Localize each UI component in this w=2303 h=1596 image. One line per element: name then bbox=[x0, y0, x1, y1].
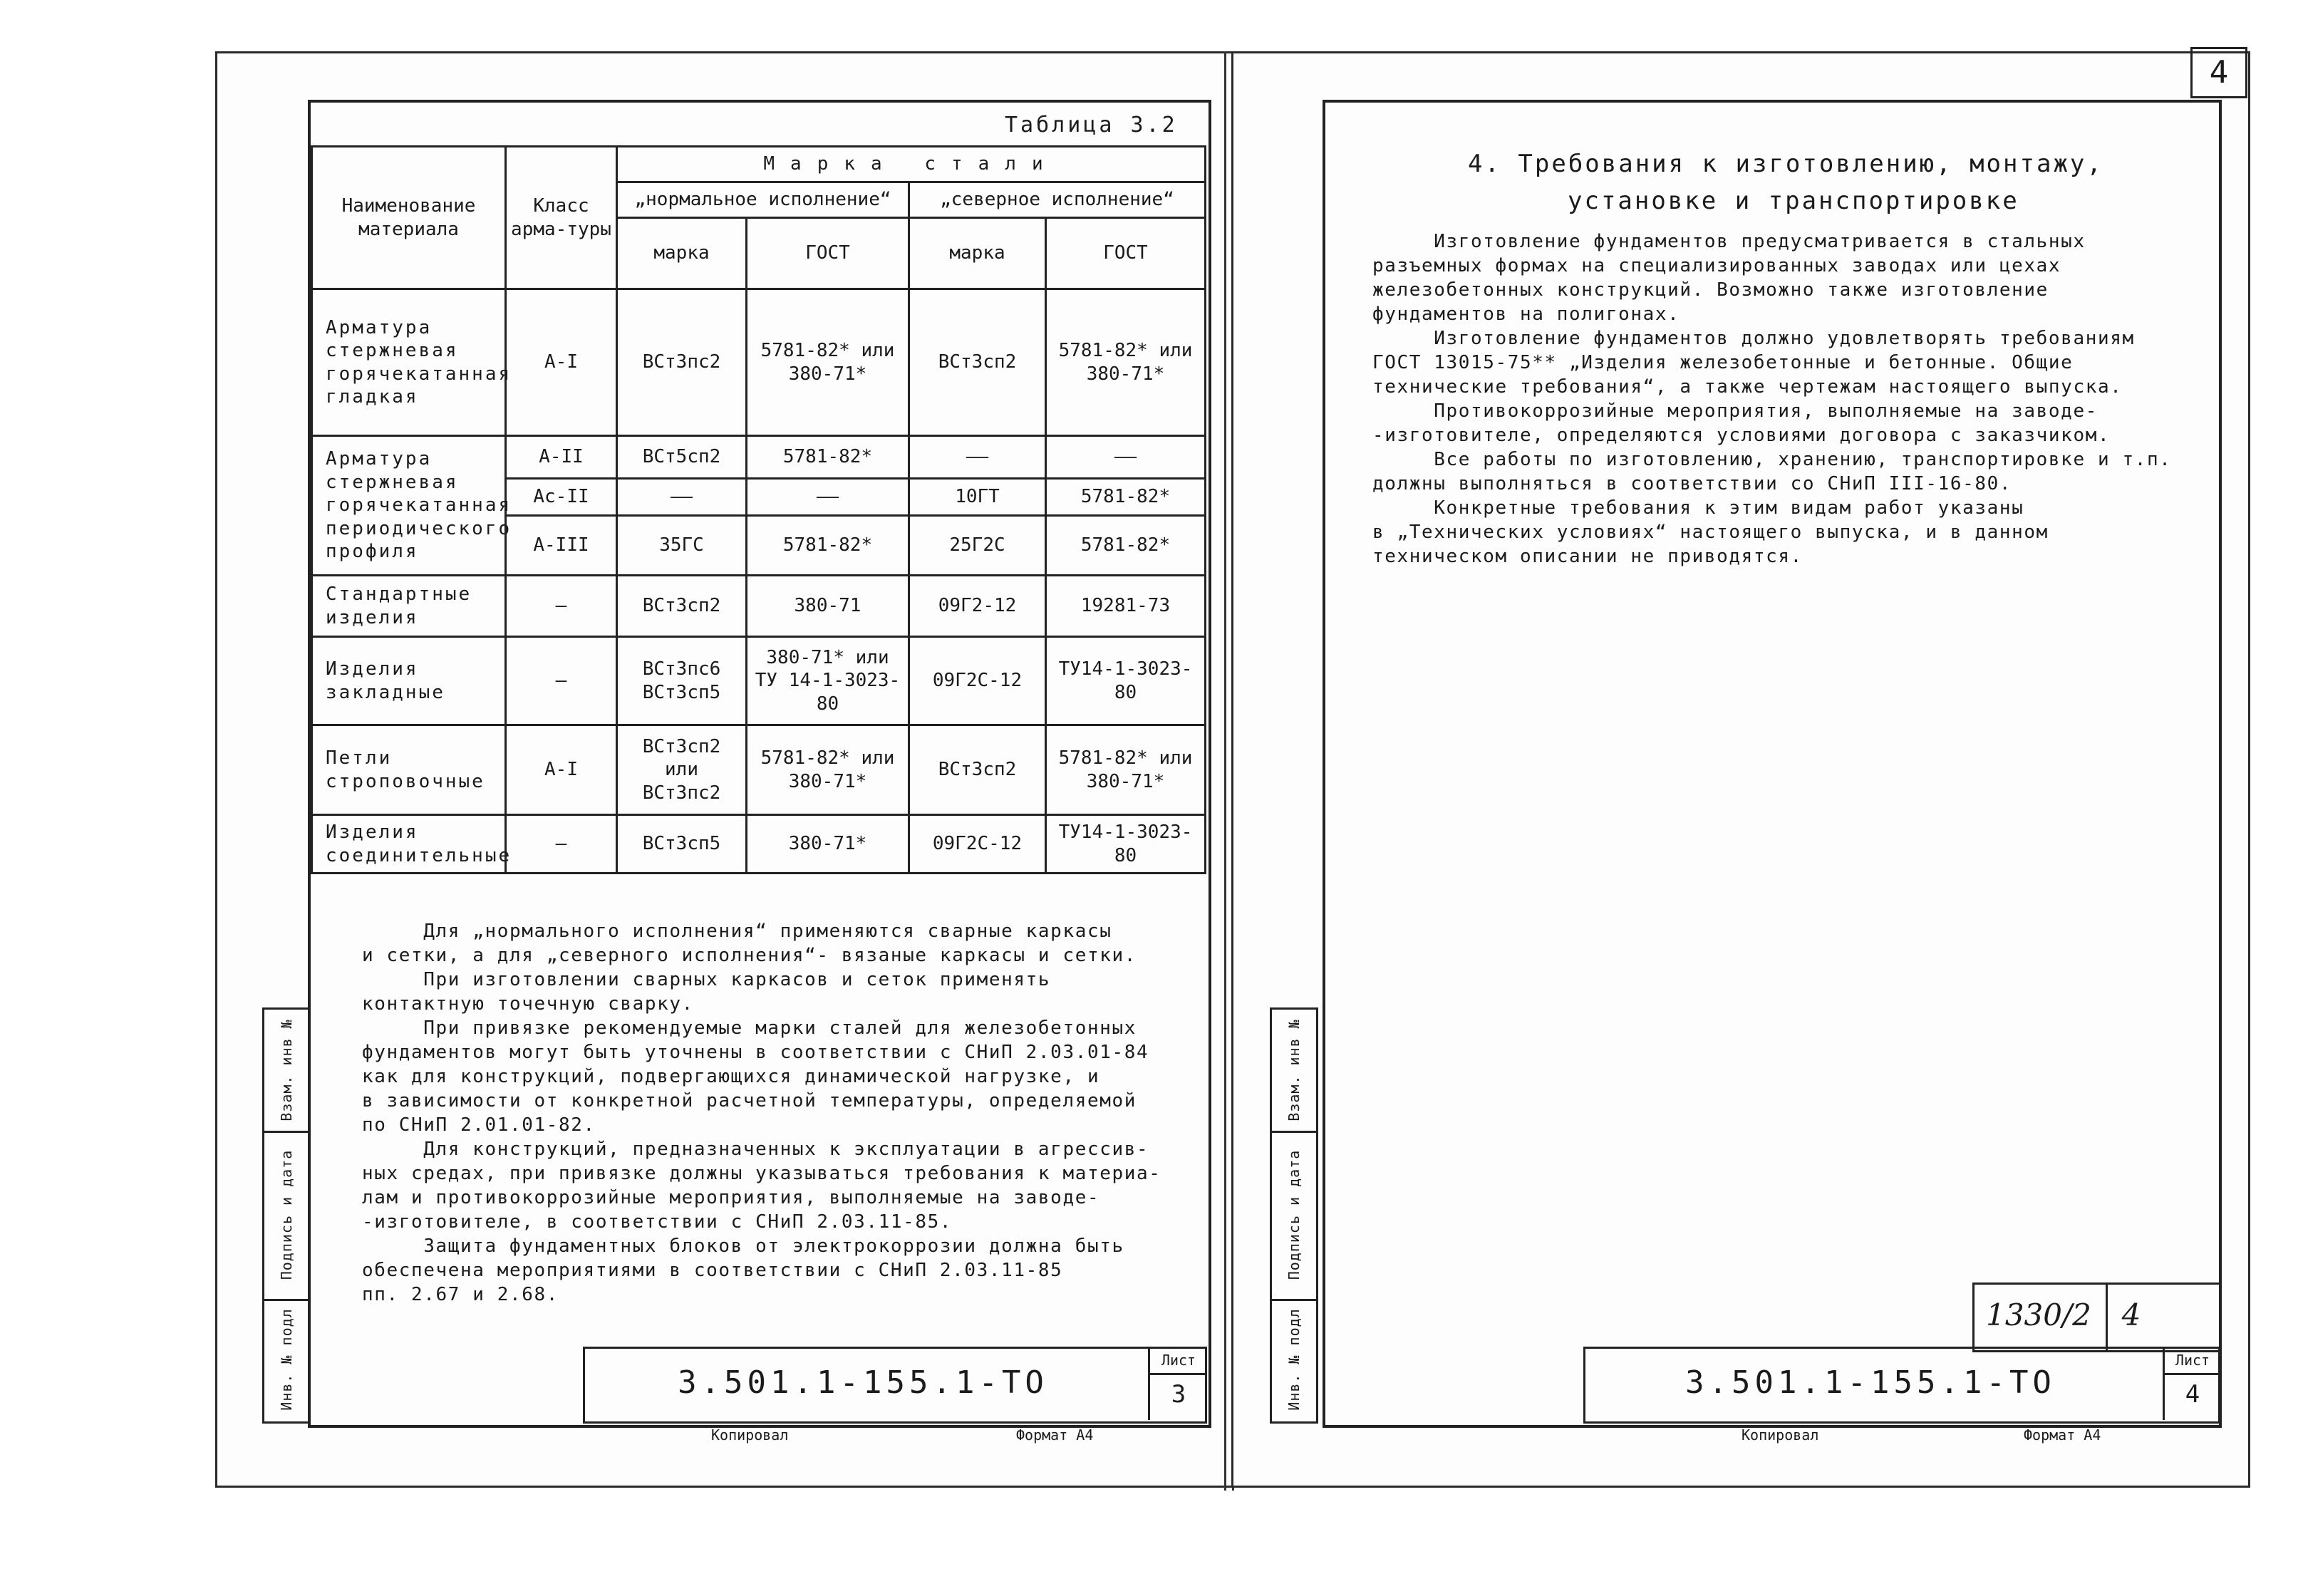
side-strip-right bbox=[1270, 1007, 1318, 1424]
footer-copied: Копировал bbox=[711, 1426, 789, 1444]
note-line: Защита фундаментных блоков от электрокоррозии должна быть bbox=[362, 1235, 1124, 1257]
note-line: лам и противокоррозийные мероприятия, выполняемые на заводе- bbox=[362, 1187, 1100, 1208]
note-line: Для „нормального исполнения“ применяются сварные каркасы bbox=[362, 921, 1112, 942]
sheet-number: 3 bbox=[1171, 1380, 1186, 1409]
footer-format: Формат А4 bbox=[1016, 1426, 1094, 1444]
sheet-label: Лист bbox=[2165, 1352, 2220, 1375]
side-label: Взам. инв № bbox=[278, 1019, 295, 1121]
body-line: должны выполняться в соответствии со СНиП III-16-80. bbox=[1372, 473, 2012, 494]
note-line: контактную точечную сварку. bbox=[362, 993, 694, 1015]
note-line: При привязке рекомендуемые марки сталей для железобетонных bbox=[362, 1017, 1137, 1039]
body-line: ГОСТ 13015-75** „Изделия железобетонные и бетонные. Общие bbox=[1372, 352, 2074, 373]
header-normal: „нормальное исполнение“ bbox=[617, 182, 909, 218]
body-line: в „Технических условиях“ настоящего выпуска, и в данном bbox=[1372, 522, 2049, 543]
note-line: пп. 2.67 и 2.68. bbox=[362, 1284, 559, 1305]
body-line: -изготовителе, определяются условиями договора с заказчиком. bbox=[1372, 425, 2111, 446]
note-line: При изготовлении сварных каркасов и сеток применять bbox=[362, 969, 1051, 990]
footer-copied: Копировал bbox=[1742, 1426, 1819, 1444]
table-row: Стандартные изделия — ВСт3сп2 380-71 09Г2-12 19281-73 bbox=[312, 576, 1206, 637]
stamp-code: 3.501.1-155.1-ТО bbox=[1685, 1364, 2056, 1401]
body-line: Противокоррозийные мероприятия, выполняемые на заводе- bbox=[1372, 400, 2098, 422]
inventory-handwritten: 1330/2 bbox=[1986, 1297, 2091, 1332]
table-caption: Таблица 3.2 bbox=[1005, 113, 1178, 138]
note-line: и сетки, а для „северного исполнения“- вязаные каркасы и сетки. bbox=[362, 945, 1137, 966]
footer-format: Формат А4 bbox=[2024, 1426, 2101, 1444]
header-north: „северное исполнение“ bbox=[909, 182, 1206, 218]
note-line: обеспечена мероприятиями в соответствии с СНиП 2.03.11-85 bbox=[362, 1260, 1063, 1281]
sheet-label: Лист bbox=[1150, 1352, 1207, 1375]
title-stamp-right bbox=[1583, 1347, 2220, 1424]
side-label: Подпись и дата bbox=[1285, 1149, 1303, 1280]
note-line: фундаментов могут быть уточнены в соответствии с СНиП 2.03.01-84 bbox=[362, 1042, 1149, 1063]
sheet-number: 4 bbox=[2185, 1380, 2200, 1409]
note-line: как для конструкций, подвергающихся динамической нагрузке, и bbox=[362, 1066, 1100, 1087]
header-steel-grade: Марка стали bbox=[617, 147, 1206, 182]
stamp-code: 3.501.1-155.1-ТО bbox=[678, 1364, 1048, 1401]
note-line: ных средах, при привязке должны указываться требования к материа- bbox=[362, 1163, 1161, 1184]
inventory-box bbox=[1972, 1282, 2222, 1352]
side-label: Инв. № подл bbox=[1285, 1308, 1303, 1411]
body-line: разъемных формах на специализированных заводах или цехах bbox=[1372, 255, 2061, 276]
table-row: Ас-II —— —— 10ГТ 5781-82* bbox=[312, 479, 1206, 516]
body-line: Изготовление фундаментов должно удовлетворять требованиям bbox=[1372, 328, 2135, 349]
body-line: Все работы по изготовлению, хранению, транспортировке и т.п. bbox=[1372, 449, 2172, 470]
table-row: Изделия закладные — ВСт3пс6 ВСт3сп5 380-71* или ТУ 14-1-3023-80 09Г2С-12 ТУ14-1-3023-80 bbox=[312, 637, 1206, 725]
body-line: железобетонных конструкций. Возможно также изготовление bbox=[1372, 279, 2049, 301]
corner-sheet-number: 4 bbox=[2190, 47, 2247, 98]
note-line: -изготовителе, в соответствии с СНиП 2.03.11-85. bbox=[362, 1211, 953, 1233]
body-line: техническом описании не приводятся. bbox=[1372, 546, 1803, 567]
header-grade-2: марка bbox=[909, 218, 1046, 289]
title-stamp-left bbox=[583, 1347, 1207, 1424]
section-heading: 4. Требования к изготовлению, монтажу, установке и транспортировке bbox=[1468, 150, 2103, 215]
side-label: Подпись и дата bbox=[278, 1149, 295, 1280]
side-label: Инв. № подл bbox=[278, 1308, 295, 1411]
body-line: фундаментов на полигонах. bbox=[1372, 304, 1680, 325]
note-line: по СНиП 2.01.01-82. bbox=[362, 1114, 596, 1136]
header-grade-1: марка bbox=[617, 218, 747, 289]
note-line: в зависимости от конкретной расчетной температуры, определяемой bbox=[362, 1090, 1137, 1112]
table-row: Арматура стержневая горячекатанная гладкая А-I ВСт3пс2 5781-82* или 380-71* ВСт3сп2 5781-82* или 380-71* bbox=[312, 289, 1206, 436]
table-row: Изделия соединительные — ВСт3сп5 380-71* 09Г2С-12 ТУ14-1-3023-80 bbox=[312, 815, 1206, 874]
header-material: Наименование материала bbox=[312, 147, 506, 289]
table-row: Петли строповочные А-I ВСт3сп2 или ВСт3пс2 5781-82* или 380-71* ВСт3сп2 5781-82* или 380-71* bbox=[312, 725, 1206, 815]
header-class: Класс арма-туры bbox=[506, 147, 617, 289]
steel-grade-table bbox=[311, 145, 1206, 874]
note-line: Для конструкций, предназначенных к эксплуатации в агрессив- bbox=[362, 1139, 1149, 1160]
body-line: Изготовление фундаментов предусматривается в стальных bbox=[1372, 231, 2086, 252]
body-line: Конкретные требования к этим видам работ указаны bbox=[1372, 497, 2024, 519]
side-label: Взам. инв № bbox=[1285, 1019, 1303, 1121]
table-row: Арматура стержневая горячекатанная периодического профиля А-II ВСт5сп2 5781-82* —— —— bbox=[312, 436, 1206, 479]
table-row: А-III 35ГС 5781-82* 25Г2С 5781-82* bbox=[312, 516, 1206, 576]
header-gost-2: ГОСТ bbox=[1046, 218, 1206, 289]
body-line: технические требования“, а также чертежам настоящего выпуска. bbox=[1372, 376, 2123, 398]
header-gost-1: ГОСТ bbox=[747, 218, 909, 289]
inventory-handwritten-2: 4 bbox=[2121, 1297, 2141, 1332]
side-strip-left bbox=[262, 1007, 311, 1424]
